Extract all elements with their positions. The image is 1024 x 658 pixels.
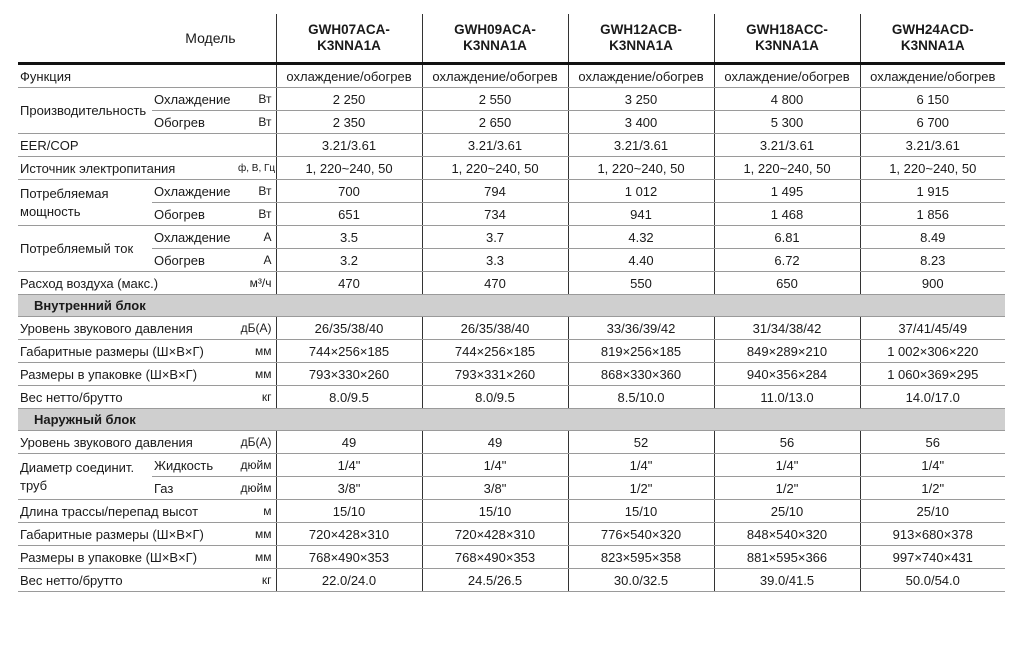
table-row xyxy=(18,272,1005,295)
header-row xyxy=(18,14,1005,64)
cell-value: 940×356×284 xyxy=(714,363,860,386)
cell-value: 3.3 xyxy=(422,249,568,272)
cell-value: охлаждение/обогрев xyxy=(568,64,714,88)
unit-label: мм xyxy=(238,363,276,386)
row-label: Размеры в упаковке (Ш×В×Г) xyxy=(18,363,238,386)
table-row xyxy=(18,569,1005,592)
cell-value: 1/4" xyxy=(860,454,1005,477)
cell-value: 1/2" xyxy=(568,477,714,500)
cell-value: 1 002×306×220 xyxy=(860,340,1005,363)
model-name: GWH24ACD- K3NNA1A xyxy=(860,14,1005,64)
cell-value: 31/34/38/42 xyxy=(714,317,860,340)
cell-value: 4.32 xyxy=(568,226,714,249)
cell-value: 793×331×260 xyxy=(422,363,568,386)
cell-value: 1/4" xyxy=(422,454,568,477)
row-label: Габаритные размеры (Ш×В×Г) xyxy=(18,523,238,546)
row-label: Производительность xyxy=(18,88,152,134)
row-sublabel: Обогрев xyxy=(152,111,238,134)
cell-value: 26/35/38/40 xyxy=(422,317,568,340)
table-row xyxy=(18,317,1005,340)
cell-value: 37/41/45/49 xyxy=(860,317,1005,340)
cell-value: 650 xyxy=(714,272,860,295)
cell-value: 794 xyxy=(422,180,568,203)
unit-label: Вт xyxy=(238,203,276,226)
cell-value: 3.21/3.61 xyxy=(714,134,860,157)
cell-value: 15/10 xyxy=(422,500,568,523)
row-label: Расход воздуха (макс.) xyxy=(18,272,238,295)
table-row xyxy=(18,64,1005,88)
table-row xyxy=(18,523,1005,546)
cell-value: 22.0/24.0 xyxy=(276,569,422,592)
row-label: Функция xyxy=(18,64,276,88)
row-sublabel: Обогрев xyxy=(152,203,238,226)
row-sublabel: Охлаждение xyxy=(152,88,238,111)
unit-label: мм xyxy=(238,546,276,569)
unit-label: Вт xyxy=(238,88,276,111)
section-title: Внутренний блок xyxy=(18,295,1005,317)
cell-value: 1, 220~240, 50 xyxy=(276,157,422,180)
cell-value: 3 400 xyxy=(568,111,714,134)
cell-value: 3.21/3.61 xyxy=(860,134,1005,157)
cell-value: 1/4" xyxy=(568,454,714,477)
cell-value: 744×256×185 xyxy=(276,340,422,363)
table-row xyxy=(18,386,1005,409)
row-sublabel: Жидкость xyxy=(152,454,238,477)
cell-value: 868×330×360 xyxy=(568,363,714,386)
cell-value: 49 xyxy=(276,431,422,454)
cell-value: 4 800 xyxy=(714,88,860,111)
cell-value: 50.0/54.0 xyxy=(860,569,1005,592)
section-header-outdoor xyxy=(18,409,1005,431)
cell-value: 768×490×353 xyxy=(276,546,422,569)
unit-label: ф, В, Гц xyxy=(238,157,276,180)
cell-value: 49 xyxy=(422,431,568,454)
model-name: GWH09ACA- K3NNA1A xyxy=(422,14,568,64)
row-label: Уровень звукового давления xyxy=(18,317,238,340)
cell-value: 24.5/26.5 xyxy=(422,569,568,592)
cell-value: охлаждение/обогрев xyxy=(714,64,860,88)
table-row xyxy=(18,477,1005,500)
table-row xyxy=(18,431,1005,454)
cell-value: 913×680×378 xyxy=(860,523,1005,546)
cell-value: 819×256×185 xyxy=(568,340,714,363)
row-label: Длина трассы/перепад высот xyxy=(18,500,238,523)
cell-value: 30.0/32.5 xyxy=(568,569,714,592)
cell-value: 56 xyxy=(714,431,860,454)
model-name: GWH12ACB- K3NNA1A xyxy=(568,14,714,64)
cell-value: 849×289×210 xyxy=(714,340,860,363)
cell-value: 3.2 xyxy=(276,249,422,272)
cell-value: 2 250 xyxy=(276,88,422,111)
cell-value: 2 350 xyxy=(276,111,422,134)
cell-value: охлаждение/обогрев xyxy=(860,64,1005,88)
cell-value: 744×256×185 xyxy=(422,340,568,363)
cell-value: 4.40 xyxy=(568,249,714,272)
cell-value: 3.21/3.61 xyxy=(422,134,568,157)
unit-label: мм xyxy=(238,523,276,546)
table-row xyxy=(18,134,1005,157)
cell-value: 1/2" xyxy=(860,477,1005,500)
unit-label: м³/ч xyxy=(238,272,276,295)
cell-value: 6.72 xyxy=(714,249,860,272)
cell-value: 776×540×320 xyxy=(568,523,714,546)
cell-value: 2 650 xyxy=(422,111,568,134)
cell-value: 6 700 xyxy=(860,111,1005,134)
cell-value: 3.21/3.61 xyxy=(276,134,422,157)
cell-value: 15/10 xyxy=(276,500,422,523)
table-row xyxy=(18,180,1005,203)
cell-value: 997×740×431 xyxy=(860,546,1005,569)
cell-value: 3 250 xyxy=(568,88,714,111)
cell-value: 2 550 xyxy=(422,88,568,111)
cell-value: 25/10 xyxy=(714,500,860,523)
table-row xyxy=(18,226,1005,249)
cell-value: 8.49 xyxy=(860,226,1005,249)
row-label: Вес нетто/брутто xyxy=(18,569,238,592)
cell-value: 3.7 xyxy=(422,226,568,249)
cell-value: 1 012 xyxy=(568,180,714,203)
cell-value: охлаждение/обогрев xyxy=(422,64,568,88)
cell-value: 3.5 xyxy=(276,226,422,249)
row-label: Потребляемая мощность xyxy=(18,180,152,226)
unit-label: дБ(А) xyxy=(238,431,276,454)
cell-value: 3/8" xyxy=(422,477,568,500)
cell-value: охлаждение/обогрев xyxy=(276,64,422,88)
cell-value: 1/4" xyxy=(276,454,422,477)
unit-label: Вт xyxy=(238,111,276,134)
cell-value: 881×595×366 xyxy=(714,546,860,569)
table-row xyxy=(18,363,1005,386)
cell-value: 1, 220~240, 50 xyxy=(714,157,860,180)
unit-label: кг xyxy=(238,569,276,592)
cell-value: 734 xyxy=(422,203,568,226)
cell-value: 1, 220~240, 50 xyxy=(860,157,1005,180)
table-row xyxy=(18,203,1005,226)
cell-value: 15/10 xyxy=(568,500,714,523)
row-sublabel: Обогрев xyxy=(152,249,238,272)
row-label: Уровень звукового давления xyxy=(18,431,238,454)
table-row xyxy=(18,157,1005,180)
cell-value: 823×595×358 xyxy=(568,546,714,569)
unit-label: дюйм xyxy=(238,454,276,477)
row-label: Источник электропитания xyxy=(18,157,238,180)
cell-value: 720×428×310 xyxy=(276,523,422,546)
unit-label: мм xyxy=(238,340,276,363)
cell-value: 848×540×320 xyxy=(714,523,860,546)
cell-value: 1, 220~240, 50 xyxy=(568,157,714,180)
cell-value: 1 915 xyxy=(860,180,1005,203)
cell-value: 550 xyxy=(568,272,714,295)
row-label: Потребляемый ток xyxy=(18,226,152,272)
cell-value: 1 060×369×295 xyxy=(860,363,1005,386)
model-label: Модель xyxy=(18,14,276,64)
row-sublabel: Газ xyxy=(152,477,238,500)
table-row xyxy=(18,88,1005,111)
cell-value: 1 468 xyxy=(714,203,860,226)
cell-value: 470 xyxy=(422,272,568,295)
row-label: Вес нетто/брутто xyxy=(18,386,238,409)
cell-value: 1 856 xyxy=(860,203,1005,226)
unit-label: дБ(А) xyxy=(238,317,276,340)
cell-value: 33/36/39/42 xyxy=(568,317,714,340)
specifications-table xyxy=(18,14,1005,592)
unit-label: А xyxy=(238,249,276,272)
model-name: GWH18ACC- K3NNA1A xyxy=(714,14,860,64)
cell-value: 25/10 xyxy=(860,500,1005,523)
table-row xyxy=(18,111,1005,134)
table-row xyxy=(18,340,1005,363)
cell-value: 768×490×353 xyxy=(422,546,568,569)
table-row xyxy=(18,249,1005,272)
cell-value: 651 xyxy=(276,203,422,226)
model-name: GWH07ACA- K3NNA1A xyxy=(276,14,422,64)
unit-label: А xyxy=(238,226,276,249)
cell-value: 700 xyxy=(276,180,422,203)
section-header-indoor xyxy=(18,295,1005,317)
table-row xyxy=(18,546,1005,569)
cell-value: 6 150 xyxy=(860,88,1005,111)
cell-value: 1 495 xyxy=(714,180,860,203)
unit-label: дюйм xyxy=(238,477,276,500)
table-row xyxy=(18,500,1005,523)
cell-value: 793×330×260 xyxy=(276,363,422,386)
cell-value: 5 300 xyxy=(714,111,860,134)
cell-value: 11.0/13.0 xyxy=(714,386,860,409)
cell-value: 39.0/41.5 xyxy=(714,569,860,592)
cell-value: 26/35/38/40 xyxy=(276,317,422,340)
row-label: Размеры в упаковке (Ш×В×Г) xyxy=(18,546,238,569)
cell-value: 6.81 xyxy=(714,226,860,249)
cell-value: 56 xyxy=(860,431,1005,454)
table-row xyxy=(18,454,1005,477)
row-label: EER/COP xyxy=(18,134,276,157)
unit-label: Вт xyxy=(238,180,276,203)
cell-value: 3.21/3.61 xyxy=(568,134,714,157)
cell-value: 14.0/17.0 xyxy=(860,386,1005,409)
cell-value: 3/8" xyxy=(276,477,422,500)
unit-label: м xyxy=(238,500,276,523)
row-label: Габаритные размеры (Ш×В×Г) xyxy=(18,340,238,363)
section-title: Наружный блок xyxy=(18,409,1005,431)
cell-value: 941 xyxy=(568,203,714,226)
cell-value: 900 xyxy=(860,272,1005,295)
unit-label: кг xyxy=(238,386,276,409)
cell-value: 1/2" xyxy=(714,477,860,500)
cell-value: 8.23 xyxy=(860,249,1005,272)
cell-value: 470 xyxy=(276,272,422,295)
cell-value: 8.0/9.5 xyxy=(422,386,568,409)
cell-value: 8.5/10.0 xyxy=(568,386,714,409)
cell-value: 1/4" xyxy=(714,454,860,477)
cell-value: 720×428×310 xyxy=(422,523,568,546)
row-sublabel: Охлаждение xyxy=(152,180,238,203)
cell-value: 8.0/9.5 xyxy=(276,386,422,409)
cell-value: 52 xyxy=(568,431,714,454)
row-sublabel: Охлаждение xyxy=(152,226,238,249)
cell-value: 1, 220~240, 50 xyxy=(422,157,568,180)
row-label: Диаметр соединит. труб xyxy=(18,454,152,500)
